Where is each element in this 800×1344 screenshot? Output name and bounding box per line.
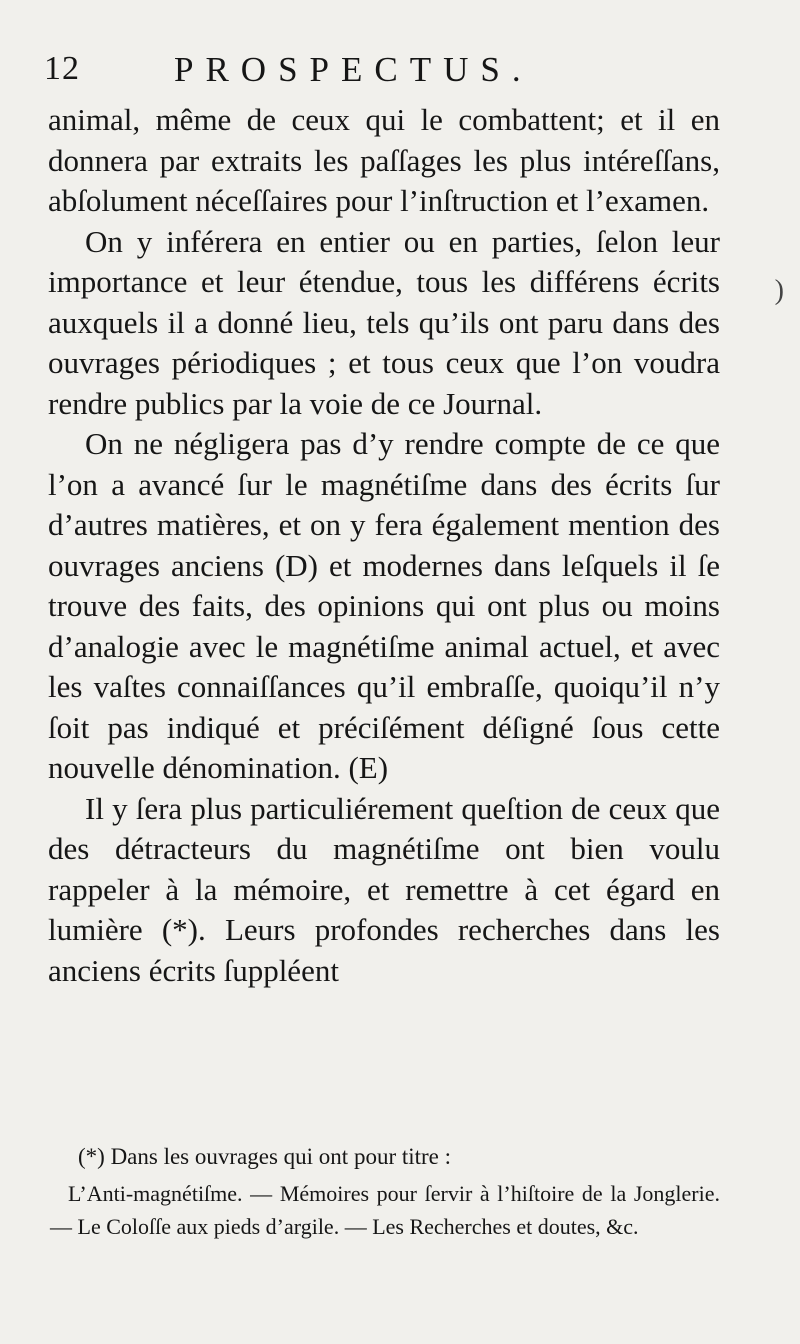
- body-text: [48, 100, 720, 991]
- margin-mark: ): [774, 275, 784, 306]
- paragraph: On y inférera en entier ou en parties, ſelon leur importance et leur étendue, tous les différens écrits auxquels il a donné lieu, tels qu’ils ont paru dans des ouvrages périodiques ; et tous ceux que l’on voudra rendre publics par la voie de ce Journal.: [48, 223, 720, 421]
- page-header: [44, 50, 740, 100]
- running-title: PROSPECTUS.: [174, 50, 533, 89]
- footnote-intro: (*) Dans les ouvrages qui ont pour titre :: [78, 1144, 452, 1169]
- paragraph: On ne négligera pas d’y rendre compte de ce que l’on a avancé ſur le magnétiſme dans des écrits ſur d’autres matières, et on y fera également mention des ouvrages anciens (D) et modernes dans leſquels il ſe trouve des faits, des opinions qui ont plus ou moins d’analogie avec le magnétiſme animal actuel, et avec les vaſtes connaiſſances qu’il embraſſe, quoiqu’il n’y ſoit pas indiqué et préciſément déſigné ſous cette nouvelle dénomination. (E): [48, 426, 720, 785]
- footnote: [50, 1140, 720, 1243]
- paragraph: Il y ſera plus particuliérement queſtion de ceux que des détracteurs du magnétiſme ont bien voulu rappeler à la mémoire, et remettre à cet égard en lumière (*). Leurs profondes recherches dans les anciens écrits ſuppléent: [48, 790, 720, 988]
- page-number: 12: [44, 50, 80, 87]
- paragraph: animal, même de ceux qui le combattent; et il en donnera par extraits les paſſages les plus intéreſſans, abſolument néceſſaires pour l’inſtruction et l’examen.: [48, 102, 720, 218]
- footnote-text: L’Anti-magnétiſme. — Mémoires pour ſervir à l’hiſtoire de la Jonglerie. — Le Coloſſe aux pieds d’argile. — Les Recherches et doutes, &c.: [50, 1181, 720, 1239]
